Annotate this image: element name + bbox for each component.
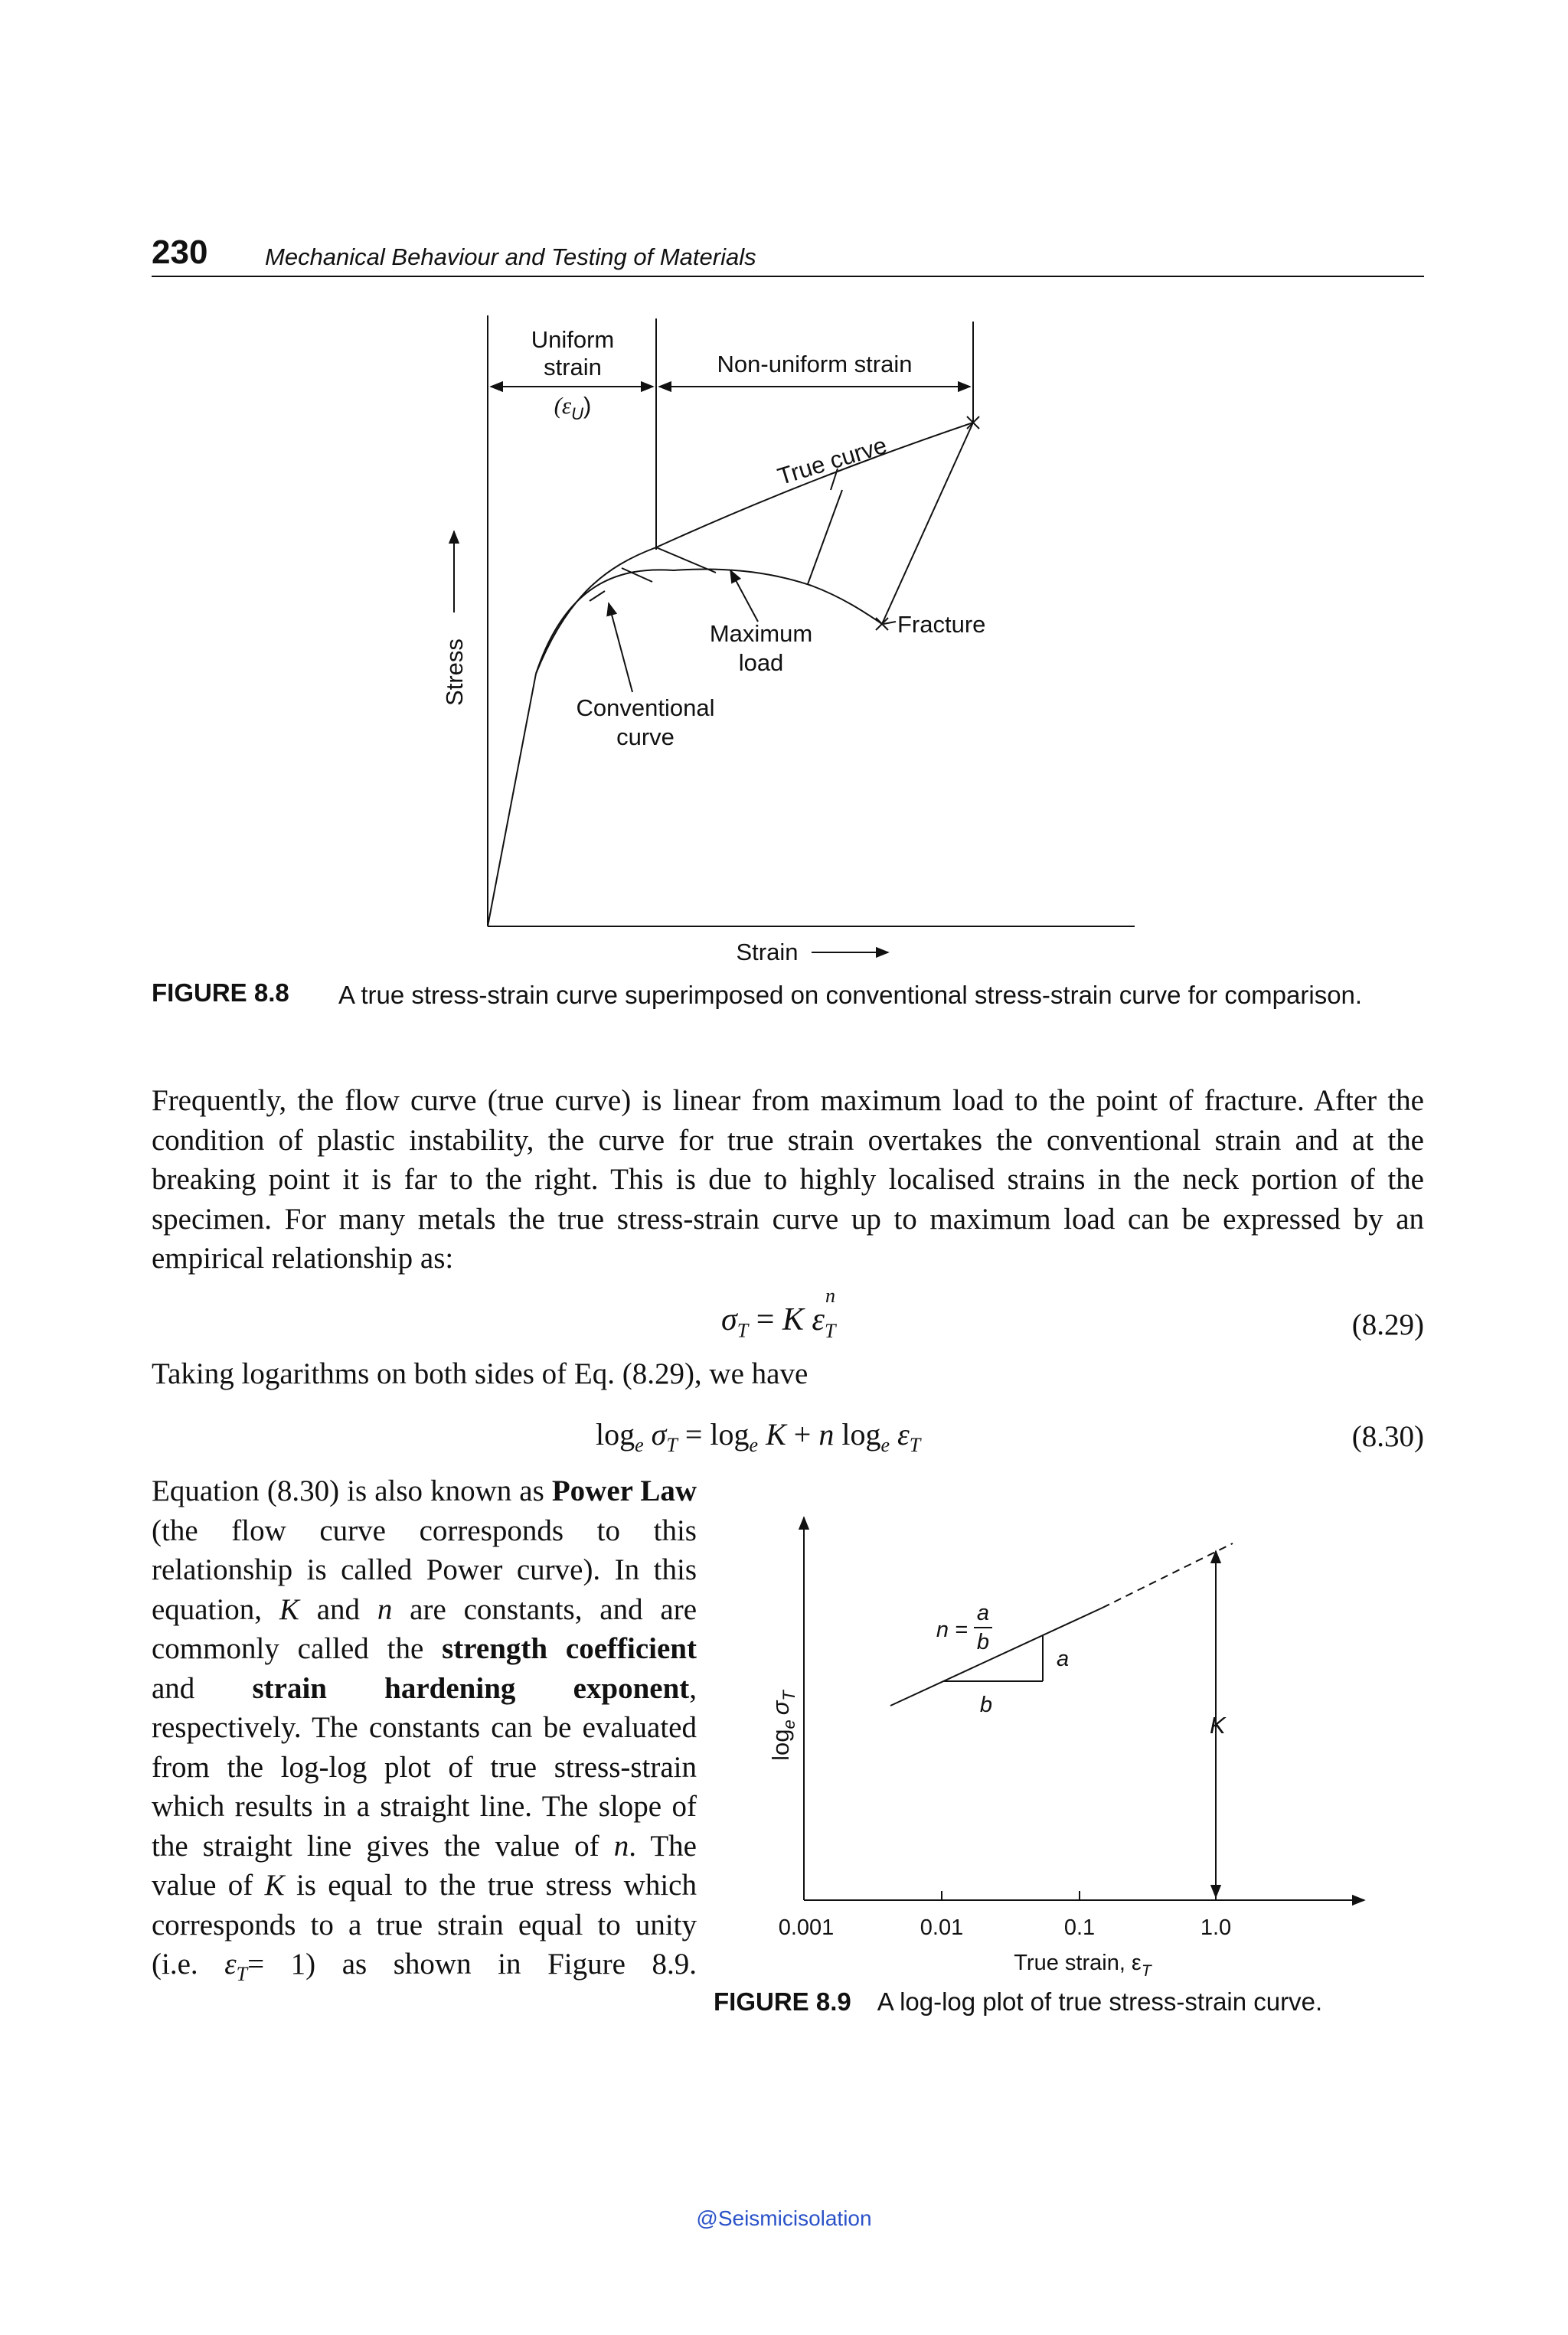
true-strain-axis-label xyxy=(1014,1951,1153,1980)
p3-text-a: Equation (8.30) is also known as xyxy=(152,1474,552,1507)
maximum-load-label-2: load xyxy=(738,649,784,676)
equation-8-30: $\log_e \sigma_T = \log_e K + n$ $\log_e \varepsilon_T$ xyxy=(596,1417,921,1456)
p3-K-2: K xyxy=(264,1869,285,1902)
equation-8-30-number: (8.30) xyxy=(1351,1420,1424,1453)
x-tick-label-1: 0.01 xyxy=(920,1915,964,1940)
running-title: Mechanical Behaviour and Testing of Materials xyxy=(265,243,756,270)
p3-strength-coefficient: strength coefficient xyxy=(442,1632,697,1665)
x-tick-label-0: 0.001 xyxy=(778,1915,835,1940)
log-sub-T: T xyxy=(779,1690,799,1701)
watermark: @Seismicisolation xyxy=(696,2206,872,2230)
p3-text-c: are constants, and are commonly called the xyxy=(152,1592,697,1665)
n-equals-label: n = xyxy=(936,1618,968,1642)
p3-text-b: (the flow curve corresponds to this relationship is called Power curve). In this equation, xyxy=(152,1514,697,1626)
extrapolated-dashed-line xyxy=(1102,1543,1233,1608)
true-strain-label: True strain, ε xyxy=(1014,1951,1142,1975)
p3-T: T xyxy=(236,1962,248,1985)
triangle-side-b: b xyxy=(979,1693,993,1717)
figure-8-8-caption-label: FIGURE 8.8 xyxy=(152,978,289,1007)
p3-K: K xyxy=(279,1592,299,1626)
fraction-denominator: b xyxy=(976,1630,990,1654)
log-stress-axis-label xyxy=(767,1690,799,1761)
paragraph-flow-curve: Frequently, the flow curve (true curve) is linear from maximum load to the point of fracture. After the condition of plastic instability, the curve for true strain overtakes the conventional strain and at the breaking point it is far to the right. This is due to highly localised strains in the neck portion of the specimen. For many metals the true stress-strain curve up to maximum load can be expressed by an empirical relationship as: xyxy=(152,1084,1424,1275)
uniform-strain-epsilon: (ε xyxy=(554,392,572,419)
uniform-strain-label-1: Uniform xyxy=(531,326,615,353)
non-uniform-strain-label: Non-uniform strain xyxy=(717,351,913,377)
equation-8-29-number: (8.29) xyxy=(1351,1308,1424,1341)
uniform-strain-close: ) xyxy=(583,392,592,419)
log-label: log xyxy=(767,1729,794,1761)
p3-n-2: n xyxy=(613,1829,629,1863)
log-log-line xyxy=(890,1608,1102,1706)
uniform-strain-sub: U xyxy=(571,404,584,423)
p3-and: and xyxy=(299,1592,377,1626)
p3-text-f: is equal to the true stress which corresponds to a true strain equal to unity (i.e. xyxy=(152,1869,697,1981)
true-curve-label: True curve xyxy=(774,431,890,491)
log-sigma: σ xyxy=(767,1700,794,1716)
equation-8-29: $\sigma_T = K$ ε n $_T$ xyxy=(721,1285,836,1342)
maximum-load-label-1: Maximum xyxy=(709,620,813,647)
log-sub-e: e xyxy=(779,1719,799,1729)
stress-axis-label: Stress xyxy=(441,638,468,706)
figure-8-9-caption xyxy=(714,1987,1322,2017)
p3-text-g: = 1) as shown in Figure 8.9. xyxy=(247,1948,697,1981)
K-label: K xyxy=(1210,1712,1226,1739)
figure-8-9-caption-label: FIGURE 8.9 xyxy=(714,1987,851,2016)
uniform-strain-label-2: strain xyxy=(544,354,602,380)
conventional-label-1: Conventional xyxy=(576,694,715,721)
strain-axis-label: Strain xyxy=(736,939,799,965)
figure-8-8-caption-text: A true stress-strain curve superimposed on conventional stress-strain curve for comparison. xyxy=(338,981,1363,1009)
page-number: 230 xyxy=(152,234,208,271)
paragraph-logarithms: Taking logarithms on both sides of Eq. (8.29), we have xyxy=(152,1357,808,1390)
x-tick-label-2: 0.1 xyxy=(1063,1915,1096,1940)
true-strain-sub: T xyxy=(1141,1962,1152,1980)
p3-power-law: Power Law xyxy=(551,1474,697,1507)
fraction-numerator: a xyxy=(976,1601,990,1625)
x-tick-label-3: 1.0 xyxy=(1200,1915,1232,1940)
fracture-label: Fracture xyxy=(897,611,986,638)
p3-epsilon: ε xyxy=(224,1948,237,1981)
p3-n: n xyxy=(377,1592,393,1626)
triangle-side-a: a xyxy=(1057,1647,1070,1671)
p3-text-d: , respectively. The constants can be evaluated from the log-log plot of true stress-strain which results in a straight line. The slope of the straight line gives the value of xyxy=(152,1671,697,1863)
figure-8-9-caption-text: A log-log plot of true stress-strain curve. xyxy=(877,1987,1323,2016)
p3-strain-hardening-exponent: strain hardening exponent xyxy=(252,1671,690,1705)
conventional-label-2: curve xyxy=(616,723,675,750)
p3-text-e: . The value of xyxy=(152,1829,697,1902)
p3-and-2: and xyxy=(152,1671,253,1705)
